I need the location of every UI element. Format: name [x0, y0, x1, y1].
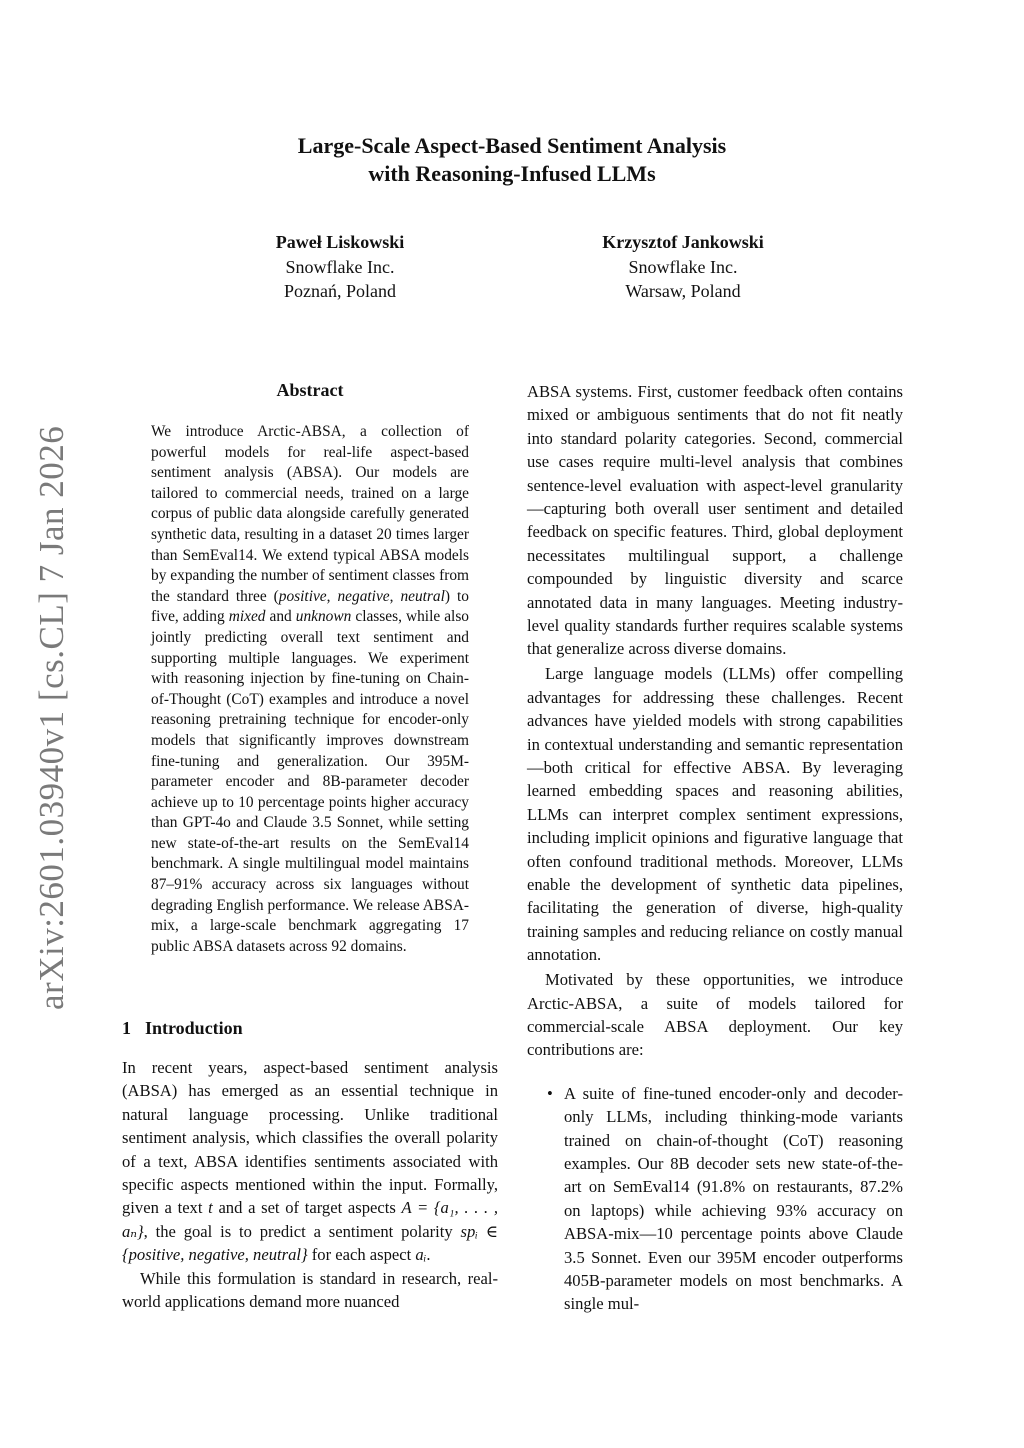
abstract-emphasis: mixed [228, 608, 266, 626]
abstract-emphasis: negative [337, 587, 390, 605]
paragraph-text: . [426, 1245, 431, 1265]
paragraph-text: , the goal is to predict a sentiment polarity [143, 1221, 461, 1241]
abstract-text [151, 422, 469, 957]
math-variable: t [208, 1198, 213, 1218]
author-affiliation: Snowflake Inc. [285, 256, 395, 277]
abstract-separator: , [326, 587, 338, 605]
bullet-icon: • [547, 1083, 553, 1103]
right-column [527, 380, 903, 1316]
paragraph [122, 1056, 498, 1267]
author-affiliation: Snowflake Inc. [628, 256, 738, 277]
author-block-2 [583, 230, 783, 304]
arxiv-identifier-stamp: arXiv:2601.03940v1 [cs.CL] 7 Jan 2026 [32, 425, 71, 1010]
paragraph-text: for each aspect [307, 1245, 416, 1265]
abstract-heading: Abstract [276, 380, 344, 400]
author-name: Krzysztof Jankowski [602, 232, 764, 252]
paragraph: Motivated by these opportunities, we introduce Arctic-ABSA, a suite of models tailored for commercial-scale ABSA deployment. Our key contributions are: [527, 970, 903, 1060]
paragraph-text: and a set of target aspects [212, 1198, 402, 1218]
math-variable: aᵢ [415, 1245, 427, 1265]
abstract-text-part: classes, while also jointly predicting overall text sentiment and supporting multiple languages. We experiment with reasoning injection by fine-tuning on Chain-of-Thought (CoT) examples and introduce a novel reasoning pretraining technique for encoder-only models that significantly improves downstream fine-tuning and generalization. Our 395M-parameter encoder and 8B-parameter decoder achieve up to 10 percentage points higher accuracy than GPT-4o and Claude 3.5 Sonnet, while setting new state-of-the-art results on the SemEval14 benchmark. A single multilingual model maintains 87–91% accuracy across six languages without degrading English performance. We release ABSA-mix, a large-scale benchmark aggregating 17 public ABSA datasets across 92 domains. [151, 608, 469, 955]
section-number: 1 [122, 1018, 131, 1038]
math-expression: A = {a₁, . . . , aₙ} [122, 1198, 498, 1241]
introduction-body [122, 1056, 498, 1313]
paper-title [0, 132, 1024, 188]
author-location: Poznań, Poland [284, 281, 396, 301]
paper-title-line-1: Large-Scale Aspect-Based Sentiment Analysis [297, 133, 727, 158]
abstract-text-part: and [265, 608, 296, 626]
section-heading-introduction [122, 1018, 243, 1039]
abstract-text-part: ) to five, adding [151, 587, 469, 626]
paragraph: Large language models (LLMs) offer compelling advantages for addressing these challenges. Recent advances have yielded models with strong capabilities in contextual understanding and semantic representation—both critical for effective ABSA. By leveraging learned embedding spaces and reasoning abilities, LLMs can interpret complex sentiment expressions, including implicit opinions and figurative language that often confound traditional methods. Moreover, LLMs enable the development of synthetic data pipelines, facilitating the generation of diverse, high-quality training samples and reducing reliance on costly manual annotation. [527, 664, 903, 965]
author-block-1 [240, 230, 440, 304]
math-expression: spᵢ ∈ {positive, negative, neutral} [122, 1221, 499, 1265]
abstract-emphasis: unknown [295, 608, 352, 626]
paragraph: ABSA systems. First, customer feedback often contains mixed or ambiguous sentiments that do not fit neatly into standard polarity categories. Second, commercial use cases require multi-level analysis that combines sentence-level evaluation with aspect-level granularity—capturing both overall user sentiment and detailed feedback on specific features. Third, global deployment necessitates multilingual support, a challenge compounded by linguistic diversity and scarce annotated data in many languages. Meeting industry-level quality standards further requires scalable systems that generalize across diverse domains. [527, 382, 903, 659]
abstract-emphasis: neutral [400, 587, 445, 605]
list-item [527, 1082, 903, 1316]
abstract-text-part: We introduce Arctic-ABSA, a collection of powerful models for real-life aspect-based sentiment analysis (ABSA). Our models are tailored to commercial needs, trained on a large corpus of public data alongside carefully generated synthetic data, resulting in a dataset 20 times larger than SemEval14. We extend typical ABSA models by expanding the number of sentiment classes from the standard three ( [151, 423, 469, 605]
author-name: Paweł Liskowski [275, 232, 405, 252]
abstract-separator: , [389, 587, 401, 605]
list-item-text: A suite of fine-tuned encoder-only and decoder-only LLMs, including thinking-mode variants trained on chain-of-thought (CoT) reasoning examples. Our 8B decoder sets new state-of-the-art on SemEval14 (91.8% on restaurants, 87.2% on laptops) while achieving 93% accuracy on ABSA-mix—10 percentage points above Claude 3.5 Sonnet. Even our 395M encoder outperforms 405B-parameter models on most benchmarks. A single mul- [564, 1083, 903, 1314]
paper-title-line-2: with Reasoning-Infused LLMs [368, 161, 656, 186]
contributions-list [527, 1082, 903, 1316]
author-location: Warsaw, Poland [625, 281, 741, 301]
section-title: Introduction [145, 1018, 243, 1038]
paragraph-text: In recent years, aspect-based sentiment analysis (ABSA) has emerged as an essential technique in natural language processing. Unlike traditional sentiment analysis, which classifies the overall polarity of a text, ABSA identifies sentiments associated with specific aspects mentioned within the input. Formally, given a text [122, 1058, 498, 1218]
abstract-emphasis: positive [278, 587, 327, 605]
paragraph: While this formulation is standard in research, real-world applications demand more nuanced [122, 1268, 498, 1312]
